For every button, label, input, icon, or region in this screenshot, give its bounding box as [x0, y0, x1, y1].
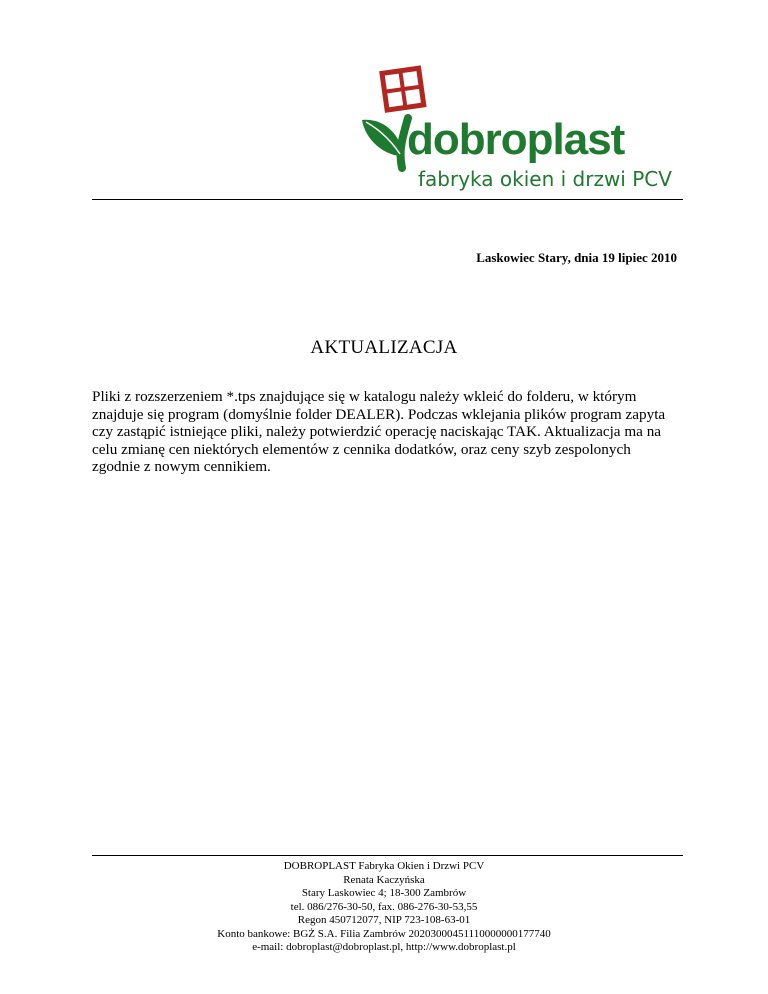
footer-divider	[92, 855, 683, 856]
body-line: celu zmianę cen niektórych elementów z cennika dodatków, oraz ceny szyb zespolonych	[92, 440, 631, 458]
footer-bank: Konto bankowe: BGŻ S.A. Filia Zambrów 20203000451110000000177740	[217, 927, 551, 940]
brand-tagline: fabryka okien i drzwi PCV	[418, 167, 672, 191]
document-title: AKTUALIZACJA	[310, 337, 458, 358]
body-paragraph	[92, 388, 692, 476]
footer-contact: e-mail: dobroplast@dobroplast.pl, http://www.dobroplast.pl	[252, 941, 516, 953]
body-line: czy zastąpić istniejące pliki, należy potwierdzić operację naciskając TAK. Aktualizacja ma na	[92, 423, 662, 441]
body-line: Pliki z rozszerzeniem *.tps znajdujące się w katalogu należy wkleić do folderu, w którym	[92, 388, 637, 405]
footer	[0, 860, 768, 955]
header-divider	[92, 199, 683, 200]
footer-company: DOBROPLAST Fabryka Okien i Drzwi PCV	[283, 860, 485, 872]
date-line: Laskowiec Stary, dnia 19 lipiec 2010	[476, 250, 677, 265]
company-logo	[358, 58, 676, 198]
brand-name: dobroplast	[407, 115, 625, 164]
footer-phones: tel. 086/276-30-50, fax. 086-276-30-53,55	[290, 900, 478, 913]
footer-address: Stary Laskowiec 4; 18-300 Zambrów	[301, 887, 467, 899]
body-line: zgodnie z nowym cennikiem.	[92, 458, 271, 476]
footer-regon: Regon 450712077, NIP 723-108-63-01	[297, 914, 471, 926]
body-line: znajduje się program (domyślnie folder DEALER). Podczas wklejania plików program zapyta	[92, 405, 666, 423]
footer-person: Renata Kaczyńska	[343, 873, 425, 886]
